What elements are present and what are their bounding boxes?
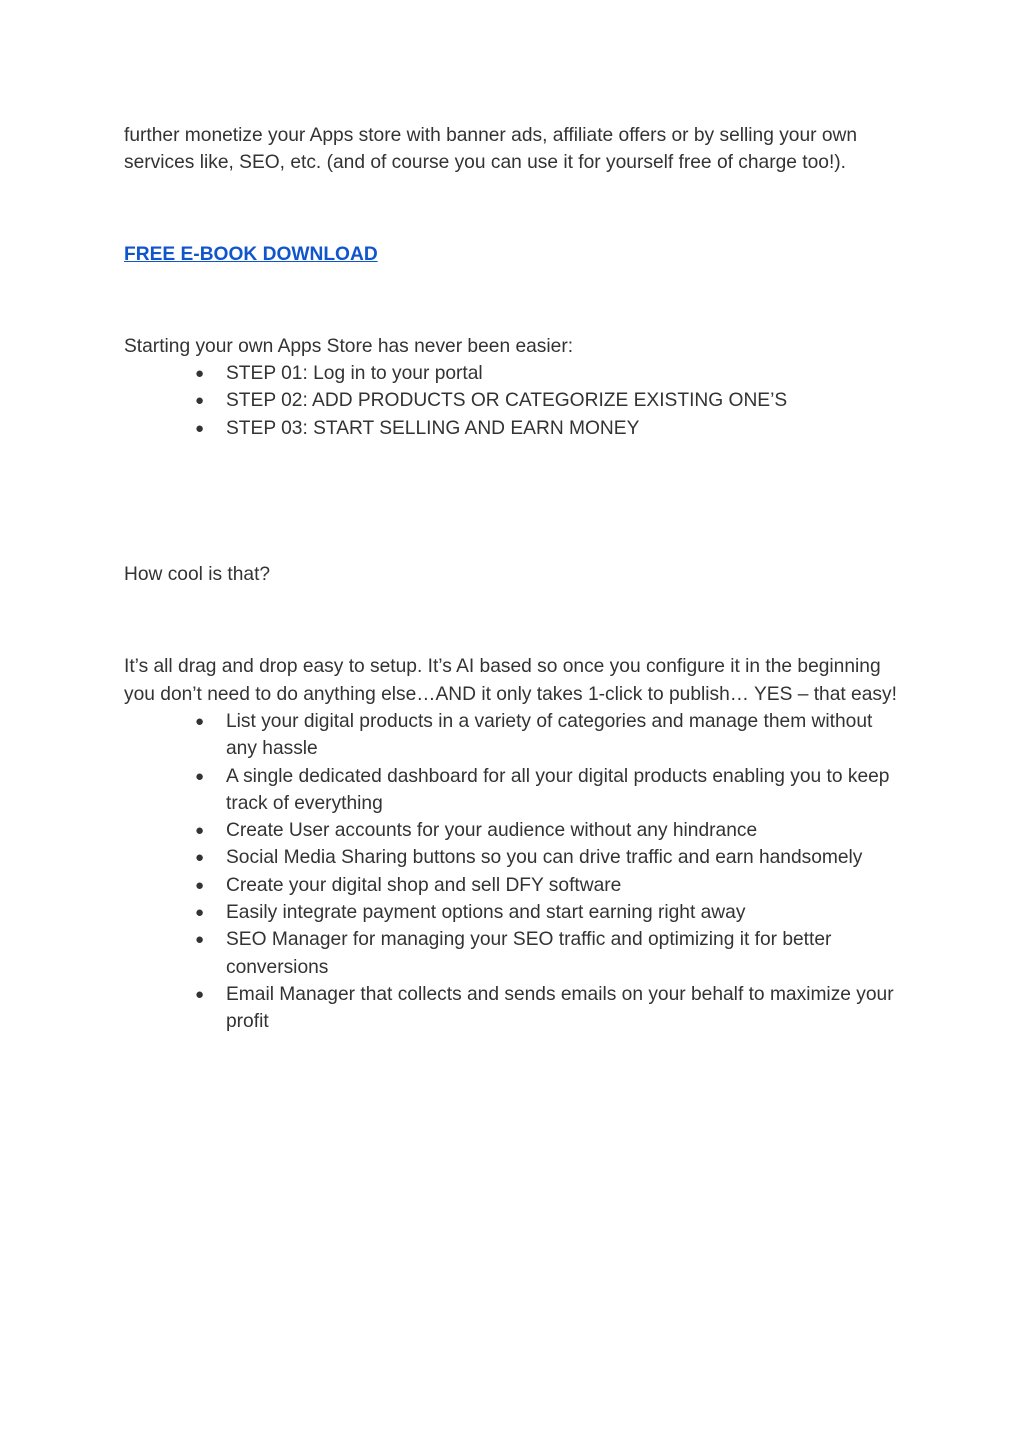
feature-text: Easily integrate payment options and start earning right away (226, 902, 746, 924)
bullet-icon: ● (195, 365, 205, 383)
list-item (124, 763, 904, 818)
bullet-icon: ● (195, 849, 205, 867)
list-item (124, 872, 904, 899)
step-text: STEP 01: Log in to your portal (226, 363, 483, 385)
bullet-icon: ● (195, 985, 205, 1003)
bullet-icon: ● (195, 767, 205, 785)
feature-text: Social Media Sharing buttons so you can drive traffic and earn handsomely (226, 847, 863, 869)
bullet-icon: ● (195, 904, 205, 922)
feature-text: Create your digital shop and sell DFY software (226, 874, 622, 896)
list-item (124, 981, 904, 1036)
cool-text: How cool is that? (124, 564, 271, 586)
bullet-icon: ● (195, 392, 205, 410)
feature-text: List your digital products in a variety of categories and manage them without any hassle (226, 710, 873, 760)
feature-text: Create User accounts for your audience without any hindrance (226, 820, 758, 842)
bullet-icon: ● (195, 931, 205, 949)
feature-text: SEO Manager for managing your SEO traffic and optimizing it for better conversions (226, 929, 832, 978)
step-text: STEP 03: START SELLING AND EARN MONEY (226, 417, 640, 439)
list-item (124, 926, 904, 981)
dragdrop-paragraph: It’s all drag and drop easy to setup. It’s AI based so once you configure it in the beginning you don’t need to do anything else…AND it only takes 1-click to publish… YES – that easy! (124, 656, 897, 705)
feature-text: Email Manager that collects and sends emails on your behalf to maximize your profit (226, 983, 894, 1033)
list-item (124, 899, 904, 926)
bullet-icon: ● (195, 712, 205, 730)
list-item (124, 360, 904, 387)
list-item (124, 708, 904, 763)
feature-text: A single dedicated dashboard for all your digital products enabling you to keep track of everything (226, 765, 890, 814)
list-item (124, 817, 904, 844)
bullet-icon: ● (195, 419, 205, 437)
step-text: STEP 02: ADD PRODUCTS OR CATEGORIZE EXISTING ONE’S (226, 390, 788, 412)
features-list (124, 708, 904, 1036)
list-item (124, 387, 904, 414)
list-item (124, 844, 904, 871)
intro-paragraph: further monetize your Apps store with banner ads, affiliate offers or by selling your own services like, SEO, etc. (and of course you can use it for yourself free of charge too!). (124, 125, 858, 174)
list-item (124, 415, 904, 442)
bullet-icon: ● (195, 876, 205, 894)
document-page (124, 122, 904, 1036)
bullet-icon: ● (195, 822, 205, 840)
steps-list (124, 360, 904, 442)
starting-text: Starting your own Apps Store has never been easier: (124, 335, 574, 357)
free-ebook-download-link[interactable]: FREE E-BOOK DOWNLOAD (124, 243, 378, 265)
